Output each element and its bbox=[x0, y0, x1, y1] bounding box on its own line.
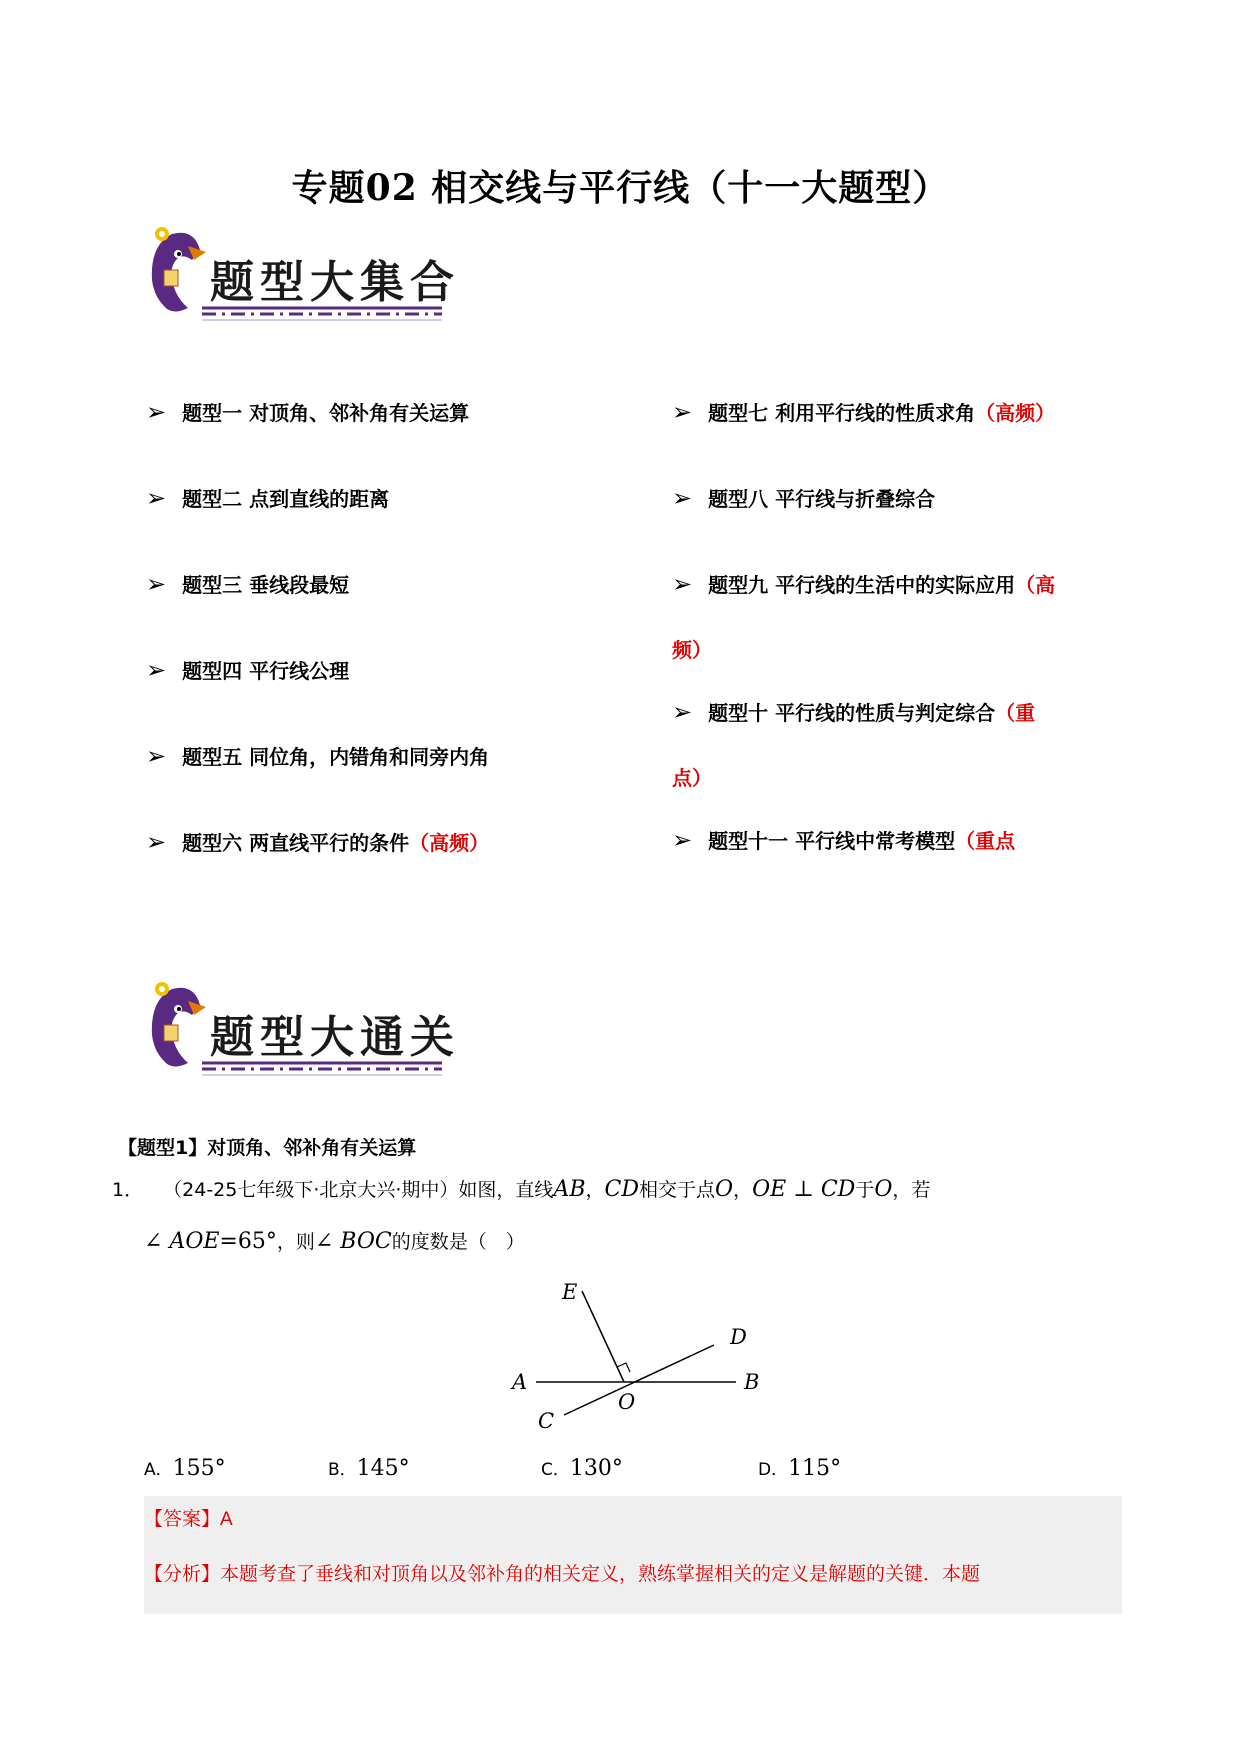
toc-item-8[interactable] bbox=[672, 483, 935, 512]
math-angle-boc: ∠ BOC bbox=[314, 1229, 392, 1254]
toc-item-9-tag-wrap: 频） bbox=[672, 638, 712, 662]
toc-item-label: 题型七 利用平行线的性质求角 bbox=[708, 401, 976, 425]
text: 于 bbox=[855, 1179, 875, 1201]
text: ，若 bbox=[892, 1179, 931, 1201]
toc-item-label: 题型三 垂线段最短 bbox=[182, 573, 350, 597]
arrow-bullet-icon: ➢ bbox=[672, 570, 693, 598]
question-line-1 bbox=[112, 1175, 930, 1202]
analysis-text: 本题考查了垂线和对顶角以及邻补角的相关定义，熟练掌握相关的定义是解题的关键．本题 bbox=[220, 1563, 981, 1585]
toc-item-2[interactable] bbox=[146, 483, 489, 569]
arrow-bullet-icon: ➢ bbox=[146, 484, 167, 512]
toc-item-tag: （高 bbox=[1015, 573, 1056, 597]
text: ，则 bbox=[276, 1231, 315, 1253]
answer-line bbox=[144, 1504, 233, 1531]
banner-clearance bbox=[142, 975, 502, 1095]
option-letter: C． bbox=[541, 1460, 570, 1480]
option-value: 155° bbox=[172, 1456, 226, 1481]
toc-item-10[interactable] bbox=[672, 697, 1035, 726]
math-cd: CD bbox=[604, 1177, 639, 1202]
banner-collection-text: 题型大集合 bbox=[210, 257, 460, 308]
label-b: B bbox=[744, 1370, 760, 1394]
label-o: O bbox=[618, 1390, 636, 1414]
arrow-bullet-icon: ➢ bbox=[672, 484, 693, 512]
line-cd bbox=[564, 1345, 714, 1415]
toc-item-tag: （高频） bbox=[409, 831, 490, 855]
question-number: 1． bbox=[112, 1179, 144, 1201]
math-o: O bbox=[874, 1177, 893, 1202]
banner-collection bbox=[142, 220, 502, 340]
analysis-label: 【分析】 bbox=[144, 1563, 221, 1585]
toc-item-tag: （高频） bbox=[975, 401, 1056, 425]
geometry-figure bbox=[500, 1265, 780, 1450]
option-value: 130° bbox=[569, 1456, 623, 1481]
ray-oe bbox=[582, 1291, 624, 1382]
question-line-2 bbox=[144, 1227, 525, 1254]
toc-item-9[interactable] bbox=[672, 569, 1055, 598]
math-ab: AB bbox=[553, 1177, 586, 1202]
answer-box bbox=[144, 1496, 1122, 1614]
toc-item-label: 题型五 同位角，内错角和同旁内角 bbox=[182, 745, 490, 769]
arrow-bullet-icon: ➢ bbox=[146, 656, 167, 684]
question-source: （24-25七年级下·北京大兴·期中）如图，直线 bbox=[163, 1179, 554, 1201]
punct: ， bbox=[585, 1179, 605, 1201]
banner-clearance-text: 题型大通关 bbox=[210, 1012, 460, 1063]
text: 相交于点 bbox=[639, 1179, 716, 1201]
arrow-bullet-icon: ➢ bbox=[146, 398, 167, 426]
toc-item-tag: （重 bbox=[995, 701, 1036, 725]
option-d[interactable] bbox=[758, 1455, 841, 1481]
arrow-bullet-icon: ➢ bbox=[146, 742, 167, 770]
toc-item-7[interactable] bbox=[672, 397, 1055, 426]
text: 的度数是（ ） bbox=[391, 1231, 525, 1253]
section-heading: 【题型1】对顶角、邻补角有关运算 bbox=[118, 1137, 417, 1159]
toc-item-label: 题型十一 平行线中常考模型 bbox=[708, 829, 956, 853]
toc-item-4[interactable] bbox=[146, 655, 489, 741]
toc-item-label: 题型一 对顶角、邻补角有关运算 bbox=[182, 401, 470, 425]
toc-item-label: 题型九 平行线的生活中的实际应用 bbox=[708, 573, 1016, 597]
toc-item-1[interactable] bbox=[146, 397, 489, 483]
math-o: O bbox=[715, 1177, 734, 1202]
toc-item-6[interactable] bbox=[146, 827, 489, 913]
option-c[interactable] bbox=[541, 1455, 623, 1481]
toc-item-label: 题型十 平行线的性质与判定综合 bbox=[708, 701, 996, 725]
label-a: A bbox=[512, 1370, 528, 1394]
toc-item-3[interactable] bbox=[146, 569, 489, 655]
toc-item-11[interactable] bbox=[672, 825, 1015, 854]
option-letter: B． bbox=[328, 1460, 357, 1480]
answer-value: A bbox=[220, 1509, 233, 1530]
label-d: D bbox=[730, 1325, 747, 1349]
toc-item-5[interactable] bbox=[146, 741, 489, 827]
option-value: 115° bbox=[788, 1456, 842, 1481]
answer-label: 【答案】 bbox=[144, 1508, 221, 1530]
option-a[interactable] bbox=[144, 1455, 226, 1481]
toc-item-label: 题型二 点到直线的距离 bbox=[182, 487, 390, 511]
toc-item-label: 题型六 两直线平行的条件 bbox=[182, 831, 410, 855]
arrow-bullet-icon: ➢ bbox=[146, 570, 167, 598]
option-letter: A． bbox=[144, 1460, 173, 1480]
arrow-bullet-icon: ➢ bbox=[672, 398, 693, 426]
analysis-line bbox=[144, 1559, 980, 1586]
punct: ， bbox=[733, 1179, 753, 1201]
toc-left bbox=[146, 397, 489, 913]
math-oe-perp-cd: OE ⊥ CD bbox=[752, 1177, 856, 1202]
arrow-bullet-icon: ➢ bbox=[146, 828, 167, 856]
option-value: 145° bbox=[356, 1456, 410, 1481]
toc-item-10-tag-wrap: 点） bbox=[672, 766, 712, 790]
arrow-bullet-icon: ➢ bbox=[672, 826, 693, 854]
math-equals-65: =65° bbox=[219, 1229, 277, 1254]
option-b[interactable] bbox=[328, 1455, 410, 1481]
toc-item-tag: （重点 bbox=[955, 829, 1016, 853]
label-e: E bbox=[562, 1280, 578, 1304]
math-angle-aoe: ∠ AOE bbox=[144, 1229, 220, 1254]
label-c: C bbox=[538, 1409, 555, 1433]
toc-item-label: 题型四 平行线公理 bbox=[182, 659, 350, 683]
option-letter: D． bbox=[758, 1460, 789, 1480]
arrow-bullet-icon: ➢ bbox=[672, 698, 693, 726]
page-title: 专题02 相交线与平行线（十一大题型） bbox=[291, 167, 950, 209]
toc-item-label: 题型八 平行线与折叠综合 bbox=[708, 487, 936, 511]
